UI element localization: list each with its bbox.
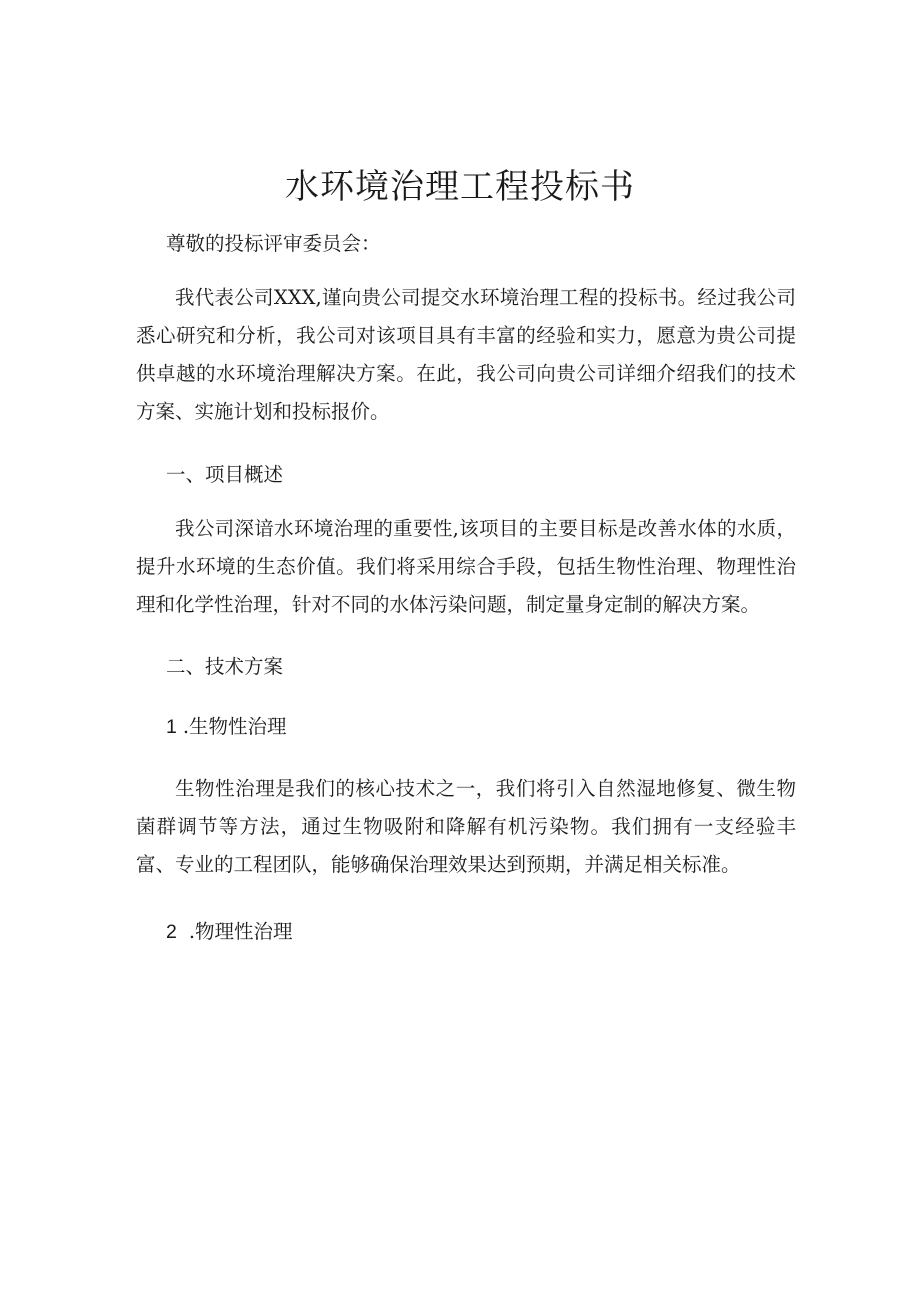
subsection-heading-physical bbox=[166, 913, 293, 951]
section-heading-overview: 一、项目概述 bbox=[166, 463, 284, 486]
document-title: 水环境治理工程投标书 bbox=[285, 167, 635, 207]
subsection-number: 1 bbox=[166, 716, 177, 738]
salutation: 尊敬的投标评审委员会： bbox=[166, 232, 381, 255]
overview-paragraph: 我公司深谙水环境治理的重要性,该项目的主要目标是改善水体的水质，提升水环境的生态价值。我们将采用综合手段，包括生物性治理、物理性治理和化学性治理，针对不同的水体污染问题，制定量身定制的解决方案。 bbox=[136, 517, 796, 616]
subsection-number: 2 bbox=[166, 921, 177, 943]
biological-paragraph: 生物性治理是我们的核心技术之一，我们将引入自然湿地修复、微生物菌群调节等方法，通过生物吸附和降解有机污染物。我们拥有一支经验丰富、专业的工程团队，能够确保治理效果达到预期，并满足相关标准。 bbox=[136, 777, 796, 876]
section-heading-technical: 二、技术方案 bbox=[166, 655, 284, 678]
subsection-title: .物理性治理 bbox=[188, 920, 293, 943]
subsection-heading-biological bbox=[166, 708, 287, 746]
intro-paragraph: 我代表公司XXX,谨向贵公司提交水环境治理工程的投标书。经过我公司悉心研究和分析，我公司对该项目具有丰富的经验和实力，愿意为贵公司提供卓越的水环境治理解决方案。在此，我公司向贵公司详细介绍我们的技术方案、实施计划和投标报价。 bbox=[136, 286, 796, 423]
subsection-title: .生物性治理 bbox=[182, 715, 287, 738]
